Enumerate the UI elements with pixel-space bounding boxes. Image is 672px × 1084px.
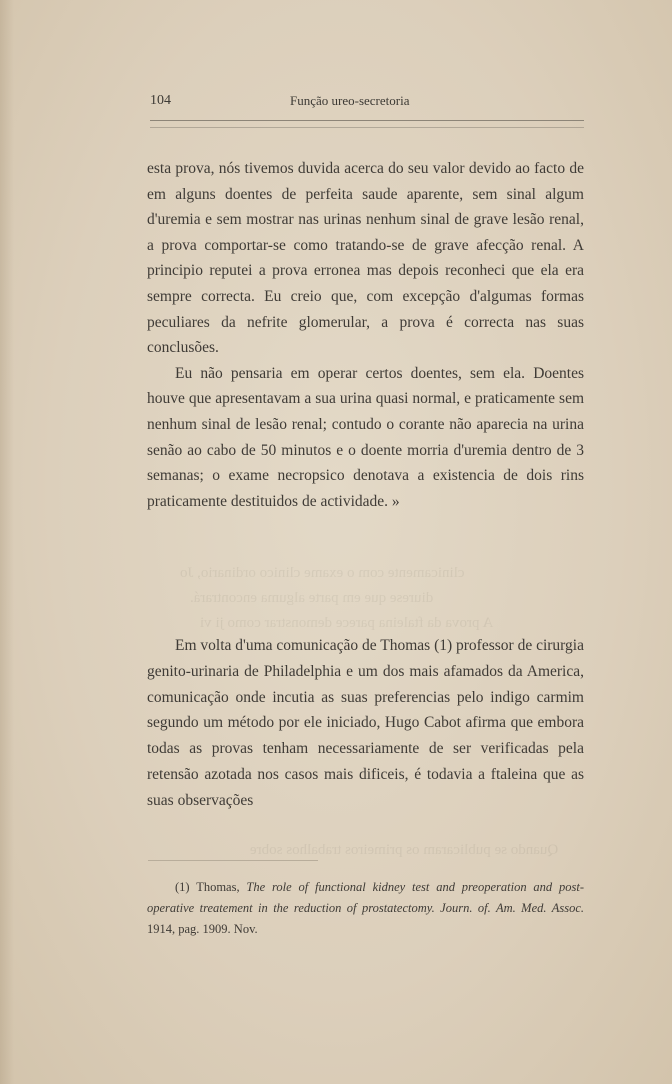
header-rule-secondary [150,127,584,128]
footnote-marker: (1) [175,880,190,894]
footnote-author: Thomas, [196,880,240,894]
bleed-through-text: clinicamente com o exame clinico ordinario, Jo [180,565,465,581]
running-title: Função ureo-secretoria [290,93,410,108]
footnote-title: The role of functional kidney test and preoperation and post-operative treatement in the reduction of prostatectomy. Journ. of. Am. Med. Assoc. [147,880,584,915]
bleed-through-text: diurese que em parte alguma encontrará. [190,590,434,606]
header-rule [150,120,584,121]
body-text [147,156,584,514]
running-head [150,93,584,113]
footnote-rule [148,860,318,861]
footnote [147,877,584,940]
page-edge-shadow [0,0,14,1084]
paragraph: esta prova, nós tivemos duvida acerca do seu valor devido ao facto de em alguns doentes de perfeita saude aparente, sem sinal algum d'uremia e sem mostrar nas urinas nenhum sinal de grave lesão renal, a prova comportar-se como tratando-se de grave afecção renal. A principio reputei a prova erronea mas depois reconheci que ela era sempre correcta. Eu creio que, com excepção d'algumas formas peculiares da nefrite glomerular, a prova é correcta nas suas conclusões. [147,160,584,357]
paragraph: Em volta d'uma comunicação de Thomas (1) professor de cirurgia genito-urinaria de Philadelphia e um dos mais afamados da America, comunicação onde incutia as suas preferencias pelo indigo carmim segundo um método por ele iniciado, Hugo Cabot afirma que embora todas as provas tenham necessariamente de ser verificadas pela retensão azotada nos casos mais dificeis, é todavia a ftaleina que as suas observações [147,637,584,809]
bleed-through-text: A prova da ftaleina parece demonstrar como ji vi [200,615,494,631]
footnote-citation: 1914, pag. 1909. Nov. [147,922,258,936]
paragraph: Eu não pensaria em operar certos doentes, sem ela. Doentes houve que apresentavam a sua urina quasi normal, e praticamente sem nenhum sinal de lesão renal; contudo o corante não aparecia na urina senão ao cabo de 50 minutos e o doente morria d'uremia dentro de 3 semanas; o exame necropsico denotava a existencia de dois rins praticamente destituidos de actividade. » [147,364,584,510]
page-number: 104 [150,93,171,108]
bleed-through-text: Quando se publicaram os primeiros trabalhos sobre [250,842,559,858]
